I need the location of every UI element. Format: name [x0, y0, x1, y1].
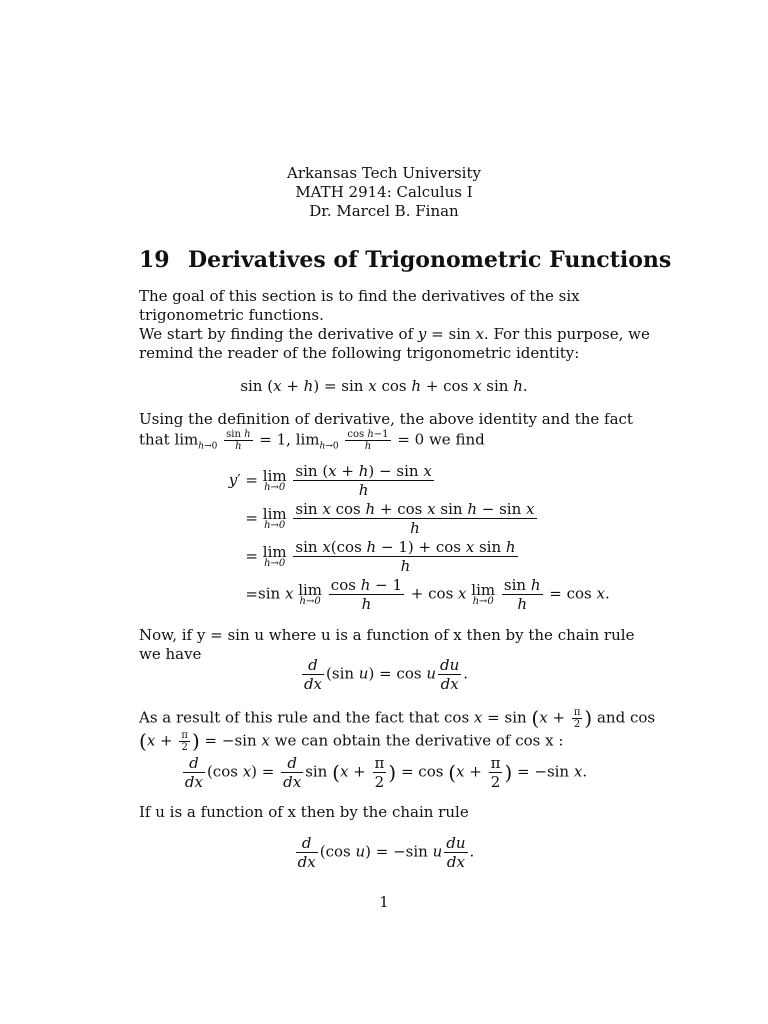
paragraph-cos: As a result of this rule and the fact that cos x = sin (x + $\frac{\pi}{2}$ ) and cos (x + $\frac{\pi}{2}$ ) = −sin x we can obtain the derivative of cos x : [139, 706, 656, 753]
derivative-step-2: = lim h→0 $\frac{\text{sin x cos h + cos x sin h − sin x}}{h}$ [245, 500, 535, 537]
university-name: Arkansas Tech University [287, 164, 481, 182]
intro2-text-a: We start by finding the derivative of [139, 325, 414, 343]
intro-text: The goal of this section is to find the derivatives of the six trigonometric functions. [139, 287, 580, 324]
derivative-step-3: = lim h→0 $\frac{\text{sin x(cos h − 1) + cos x sin h}}{h}$ [245, 538, 516, 575]
chain-sin-text: Now, if y = sin u where u is a function of x then by the chain rule we have [139, 626, 635, 663]
cos-text-a: As a result of this rule and the fact that [139, 708, 440, 727]
paragraph-definition: Using the definition of derivative, the above identity and the fact that $\lim_{h\to 0}$ $\frac{\text{sin h}}{h}$ = 1, $\lim_{h\to 0}$ $\frac{\text{cos h−1}}{h}$ = 0 we find [139, 410, 633, 452]
sin-chain-equation: $\frac{d}{dx}$ (sin u) = cos u $\frac{du}{dx}$ . [303, 656, 469, 693]
cos-chain-equation: $\frac{d}{dx}$ (cos u) = −sin u $\frac{du}{dx}$ . [297, 834, 475, 871]
cos-derivative-equation: $\frac{d}{dx}$ (cos x) = $\frac{d}{dx}$ sin (x + $\frac{\pi}{2}$ ) = cos (x + $\frac{\pi}{2}$ ) = −sin x. [184, 754, 588, 791]
document-header [0, 164, 768, 221]
derivative-step-4: =sin x lim h→0 $\frac{\text{cos h − 1}}{h}$ + cos x lim h→0 $\frac{\text{sin h}}{h}$ = cos x. [245, 576, 610, 613]
page-number: 1 [379, 893, 389, 911]
chain-cos-text: If u is a function of x then by the chain rule [139, 803, 469, 821]
instructor-name: Dr. Marcel B. Finan [309, 202, 459, 220]
intro2-text-b: . For this purpose, we remind the reader of the following trigonometric identity: [139, 325, 650, 362]
identity-equation: sin (x + h) = sin x cos h + cos x sin h. [240, 377, 528, 395]
section-title: Derivatives of Trigonometric Functions [188, 247, 672, 273]
derivative-step-1: y′ = lim h→0 $\frac{\text{sin (x + h) − sin x}}{h}$ [228, 462, 432, 499]
definition-text-b: we find [428, 430, 485, 449]
paragraph-chain-cos [139, 803, 659, 822]
paragraph-intro: The goal of this section is to find the derivatives of the six trigonometric functions. We start by finding the derivative of y = sin x. For this purpose, we remind the reader of the following trigonometric identity: [139, 287, 650, 362]
definition-text-a: Using the definition of derivative, the above identity and the fact that [139, 410, 633, 449]
section-number: 19 [139, 247, 170, 273]
course-name: MATH 2914: Calculus I [295, 183, 473, 201]
cos-text-c: we can obtain the derivative of cos x : [274, 731, 564, 750]
section-heading [139, 247, 671, 273]
cos-text-b: and [596, 708, 626, 727]
